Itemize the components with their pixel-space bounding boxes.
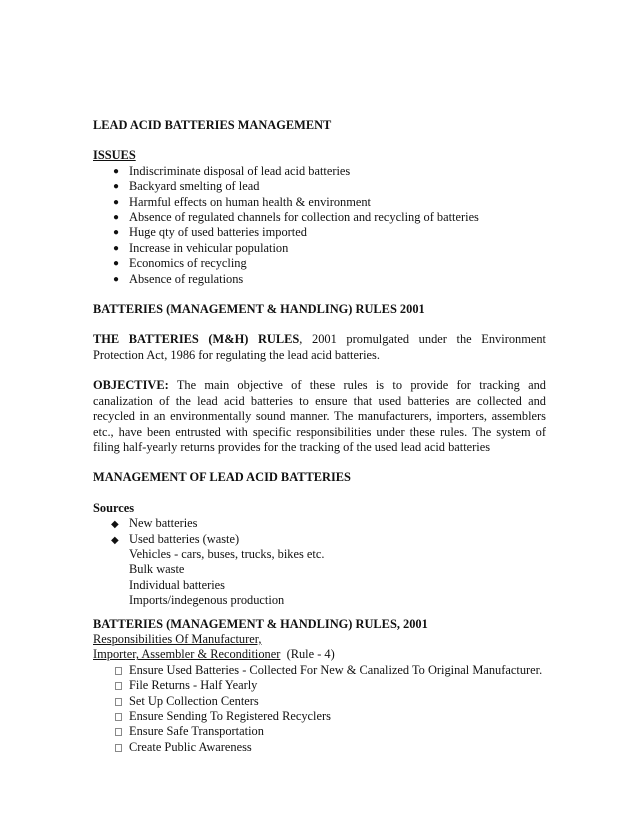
diamond-bullet-icon: ◆ (111, 534, 119, 546)
sources-sub-item: Imports/indegenous production (129, 593, 285, 608)
objective-lead: OBJECTIVE: (93, 378, 169, 393)
bullet-dot-icon: ● (113, 165, 120, 177)
objective-paragraph (93, 378, 546, 455)
bullet-dot-icon: ● (113, 273, 120, 285)
list-item: ◆ New batteries (93, 516, 546, 531)
missing-glyph-box-icon (115, 667, 122, 675)
list-item: ● Indiscriminate disposal of lead acid batteries (113, 163, 351, 178)
rules-2001-heading: BATTERIES (MANAGEMENT & HANDLING) RULES, 2001 (93, 616, 428, 631)
list-item: ◆ Used batteries (waste) (93, 532, 546, 547)
bullet-dot-icon: ● (113, 242, 120, 254)
list-item: ● Harmful effects on human health & environment (113, 194, 372, 209)
diamond-bullet-icon: ◆ (111, 519, 119, 531)
sources-sub-item: Vehicles - cars, buses, trucks, bikes etc. (129, 546, 325, 561)
missing-glyph-box-icon (115, 698, 122, 706)
missing-glyph-box-icon (115, 713, 122, 721)
list-item: Set Up Collection Centers (93, 694, 546, 709)
missing-glyph-box-icon (115, 728, 122, 736)
list-item: ● Huge qty of used batteries imported (113, 225, 307, 240)
sources-heading: Sources (93, 500, 135, 515)
rules-lead: THE BATTERIES (M&H) RULES (93, 332, 300, 347)
list-item: Ensure Sending To Registered Recyclers (93, 709, 546, 724)
sources-sub-item: Bulk waste (129, 562, 185, 577)
list-item: Create Public Awareness (93, 740, 546, 755)
bullet-dot-icon: ● (113, 227, 120, 239)
missing-glyph-box-icon (115, 744, 122, 752)
issues-list (93, 164, 546, 287)
document-title: LEAD ACID BATTERIES MANAGEMENT (93, 118, 332, 132)
objective-text: The main objective of these rules is to provide for tracking and canalization of the lead acid batteries to ensure that used batteries are collected and recycled in an environmentally sound manner. The manufacturers, importers, assemblers etc., have been entrusted with specific responsibilities under these rules. The system of filing half-yearly returns provides for the tracking of the used lead acid batteries (93, 378, 546, 454)
list-item: File Returns - Half Yearly (93, 678, 546, 693)
rules-paragraph (93, 332, 546, 363)
list-item: ● Backyard smelting of lead (113, 179, 260, 194)
rule-reference: (Rule - 4) (280, 647, 335, 662)
list-item: ● Increase in vehicular population (113, 240, 289, 255)
issues-heading: ISSUES (93, 148, 136, 163)
list-item: ● Absence of regulations (113, 271, 244, 286)
document-body (93, 118, 546, 755)
list-item: Ensure Safe Transportation (93, 724, 546, 739)
bullet-dot-icon: ● (113, 196, 120, 208)
list-item: Ensure Used Batteries - Collected For New & Canalized To Original Manufacturer. (93, 663, 546, 678)
list-item: ● Economics of recycling (113, 256, 247, 271)
responsibilities-line1: Responsibilities Of Manufacturer, (93, 631, 262, 646)
bullet-dot-icon: ● (113, 212, 120, 224)
rules-text: , 2001 promulgated under the Environment Protection Act, 1986 for regulating the lead acid batteries. (93, 332, 546, 362)
bullet-dot-icon: ● (113, 258, 120, 270)
bullet-dot-icon: ● (113, 181, 120, 193)
rules-heading: BATTERIES (MANAGEMENT & HANDLING) RULES 2001 (93, 302, 425, 317)
list-item: ● Absence of regulated channels for collection and recycling of batteries (113, 210, 479, 225)
sources-sub-item: Individual batteries (129, 577, 225, 592)
management-heading: MANAGEMENT OF LEAD ACID BATTERIES (93, 470, 351, 485)
responsibilities-line2: Importer, Assembler & Reconditioner (Rule - 4) (93, 647, 335, 662)
missing-glyph-box-icon (115, 682, 122, 690)
